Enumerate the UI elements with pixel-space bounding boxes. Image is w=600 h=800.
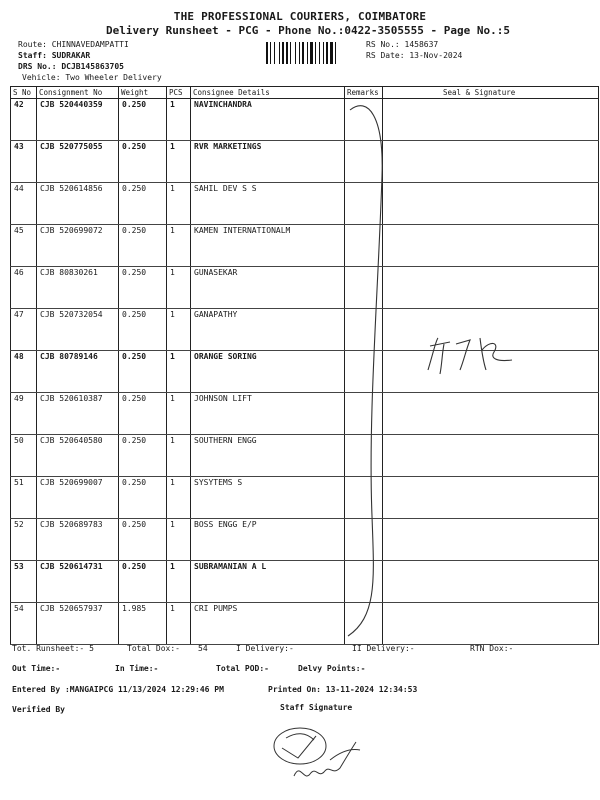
sno: 47 xyxy=(11,309,37,351)
i-delivery: I Delivery:- xyxy=(236,644,294,653)
table-row xyxy=(11,225,599,267)
table-header-row xyxy=(11,87,599,99)
sno: 54 xyxy=(11,603,37,645)
weight: 0.250 xyxy=(119,435,167,477)
rs-number: RS No.: 1458637 xyxy=(366,40,439,49)
total-dox-label: Total Dox:- xyxy=(127,644,180,653)
consignment-no: CJB 520614731 xyxy=(37,561,119,603)
pcs: 1 xyxy=(167,561,191,603)
signature-mark xyxy=(420,330,520,380)
total-dox-value: 54 xyxy=(198,644,208,653)
table-row xyxy=(11,99,599,141)
consignment-no: CJB 520657937 xyxy=(37,603,119,645)
table-row xyxy=(11,519,599,561)
seal-signature xyxy=(383,435,599,477)
consignment-no: CJB 520440359 xyxy=(37,99,119,141)
out-time: Out Time:- xyxy=(12,664,61,673)
table-row xyxy=(11,183,599,225)
col-weight: Weight xyxy=(119,87,167,99)
weight: 0.250 xyxy=(119,183,167,225)
seal-signature xyxy=(383,267,599,309)
pcs: 1 xyxy=(167,225,191,267)
staff: Staff: SUDRAKAR xyxy=(18,51,91,60)
pcs: 1 xyxy=(167,351,191,393)
printed-on: Printed On: 13-11-2024 12:34:53 xyxy=(268,685,418,694)
consignee: GANAPATHY xyxy=(191,309,345,351)
consignee: SUBRAMANIAN A L xyxy=(191,561,345,603)
sno: 49 xyxy=(11,393,37,435)
consignment-no: CJB 520640580 xyxy=(37,435,119,477)
weight: 0.250 xyxy=(119,99,167,141)
weight: 0.250 xyxy=(119,309,167,351)
seal-signature xyxy=(383,393,599,435)
consignee: GUNASEKAR xyxy=(191,267,345,309)
col-seal-signature: Seal & Signature xyxy=(383,87,599,99)
table-row xyxy=(11,477,599,519)
weight: 0.250 xyxy=(119,225,167,267)
consignee: JOHNSON LIFT xyxy=(191,393,345,435)
consignee: SOUTHERN ENGG xyxy=(191,435,345,477)
pcs: 1 xyxy=(167,183,191,225)
seal-signature xyxy=(383,183,599,225)
weight: 0.250 xyxy=(119,477,167,519)
weight: 0.250 xyxy=(119,267,167,309)
rtn-dox: RTN Dox:- xyxy=(470,644,514,653)
table-row xyxy=(11,603,599,645)
staff-signature-label: Staff Signature xyxy=(280,703,353,712)
table-row xyxy=(11,141,599,183)
consignee: SYSYTEMS S xyxy=(191,477,345,519)
col-consignee: Consignee Details xyxy=(191,87,345,99)
drs-number: DRS No.: DCJB145863705 xyxy=(18,62,124,71)
table-row xyxy=(11,561,599,603)
sno: 44 xyxy=(11,183,37,225)
consignment-no: CJB 520699007 xyxy=(37,477,119,519)
pcs: 1 xyxy=(167,309,191,351)
runsheet-title: Delivery Runsheet - PCG - Phone No.:0422-3505555 - Page No.:5 xyxy=(106,24,510,37)
pcs: 1 xyxy=(167,519,191,561)
route: Route: CHINNAVEDAMPATTI xyxy=(18,40,129,49)
consignee: CRI PUMPS xyxy=(191,603,345,645)
consignment-no: CJB 520699072 xyxy=(37,225,119,267)
table-row xyxy=(11,393,599,435)
seal-signature xyxy=(383,603,599,645)
consignee: ORANGE SORING xyxy=(191,351,345,393)
consignment-no: CJB 520775055 xyxy=(37,141,119,183)
col-sno: S No xyxy=(11,87,37,99)
consignment-no: CJB 80830261 xyxy=(37,267,119,309)
seal-signature xyxy=(383,141,599,183)
col-pcs: PCS xyxy=(167,87,191,99)
col-consignment: Consignment No xyxy=(37,87,119,99)
pcs: 1 xyxy=(167,99,191,141)
sno: 53 xyxy=(11,561,37,603)
consignment-no: CJB 520689783 xyxy=(37,519,119,561)
weight: 0.250 xyxy=(119,519,167,561)
table-row xyxy=(11,267,599,309)
pcs: 1 xyxy=(167,435,191,477)
weight: 0.250 xyxy=(119,351,167,393)
consignment-no: CJB 520610387 xyxy=(37,393,119,435)
pcs: 1 xyxy=(167,603,191,645)
consignee: BOSS ENGG E/P xyxy=(191,519,345,561)
weight: 1.985 xyxy=(119,603,167,645)
weight: 0.250 xyxy=(119,561,167,603)
consignee: RVR MARKETINGS xyxy=(191,141,345,183)
sno: 52 xyxy=(11,519,37,561)
company-name: THE PROFESSIONAL COURIERS, COIMBATORE xyxy=(173,10,427,23)
sno: 48 xyxy=(11,351,37,393)
sno: 50 xyxy=(11,435,37,477)
seal-signature xyxy=(383,225,599,267)
ii-delivery: II Delivery:- xyxy=(352,644,415,653)
verified-by: Verified By xyxy=(12,705,65,714)
tot-runsheet: Tot. Runsheet:- 5 xyxy=(12,644,94,653)
pcs: 1 xyxy=(167,267,191,309)
in-time: In Time:- xyxy=(115,664,159,673)
remarks-bracket-mark xyxy=(338,96,398,644)
vehicle: Vehicle: Two Wheeler Delivery xyxy=(22,73,162,82)
sno: 51 xyxy=(11,477,37,519)
sno: 45 xyxy=(11,225,37,267)
seal-signature xyxy=(383,477,599,519)
seal-signature xyxy=(383,561,599,603)
rs-date: RS Date: 13-Nov-2024 xyxy=(366,51,463,60)
total-pod: Total POD:- xyxy=(216,664,269,673)
table-row xyxy=(11,435,599,477)
col-remarks: Remarks xyxy=(345,87,383,99)
sno: 46 xyxy=(11,267,37,309)
sno: 43 xyxy=(11,141,37,183)
consignment-no: CJB 520732054 xyxy=(37,309,119,351)
consignee: KAMEN INTERNATIONALM xyxy=(191,225,345,267)
weight: 0.250 xyxy=(119,141,167,183)
sno: 42 xyxy=(11,99,37,141)
delvy-points: Delvy Points:- xyxy=(298,664,366,673)
seal-signature xyxy=(383,99,599,141)
staff-signature-mark xyxy=(270,718,370,798)
barcode-icon xyxy=(266,42,356,64)
consignment-no: CJB 80789146 xyxy=(37,351,119,393)
pcs: 1 xyxy=(167,393,191,435)
pcs: 1 xyxy=(167,141,191,183)
weight: 0.250 xyxy=(119,393,167,435)
entered-by: Entered By :MANGAIPCG 11/13/2024 12:29:46 PM xyxy=(12,685,224,694)
consignee: NAVINCHANDRA xyxy=(191,99,345,141)
pcs: 1 xyxy=(167,477,191,519)
seal-signature xyxy=(383,519,599,561)
consignment-no: CJB 520614856 xyxy=(37,183,119,225)
consignee: SAHIL DEV S S xyxy=(191,183,345,225)
